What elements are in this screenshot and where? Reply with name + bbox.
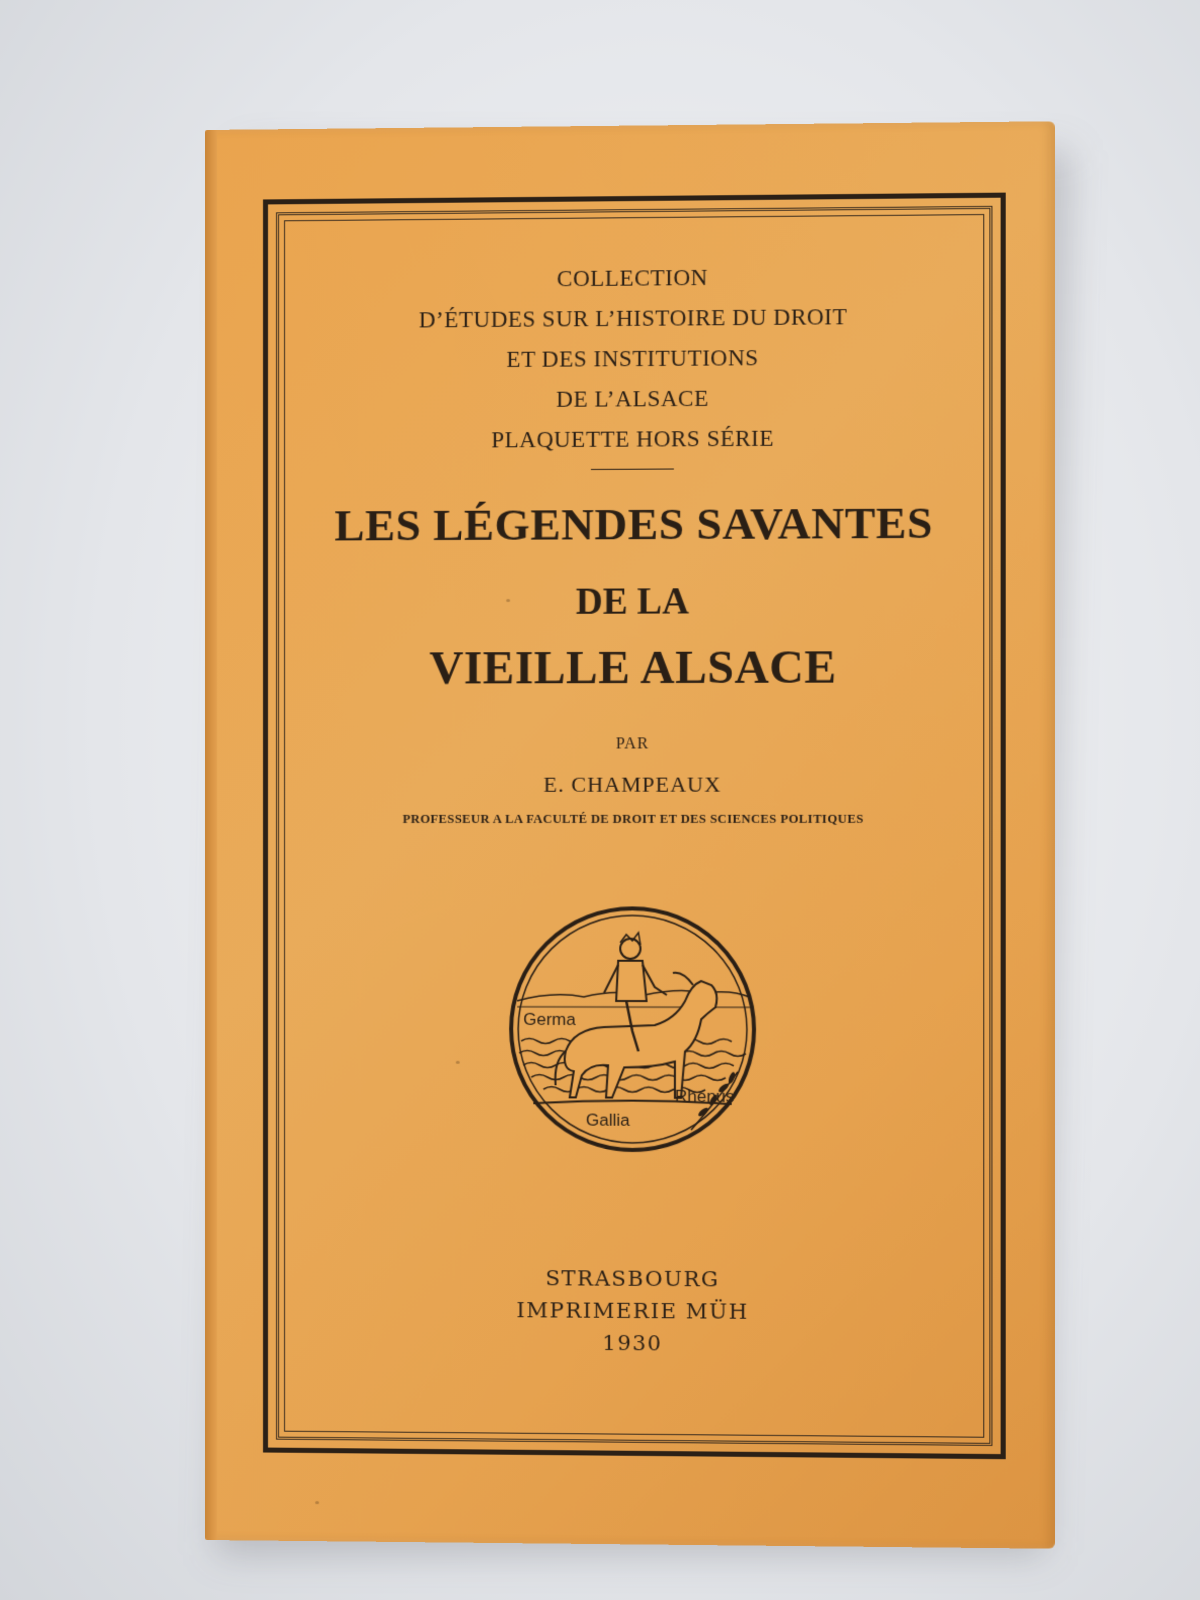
title-line-1: LES LÉGENDES SAVANTES — [334, 497, 934, 551]
collection-heading — [263, 255, 1006, 461]
imprint-year: 1930 — [602, 1330, 663, 1356]
imprint-city: STRASBOURG — [545, 1266, 720, 1292]
paper-speck — [315, 1501, 319, 1504]
paper-speck — [456, 1061, 460, 1064]
title-line-3: VIEILLE ALSACE — [429, 641, 837, 695]
seal-label-bottom: Gallia — [585, 1110, 630, 1130]
imprint-block — [263, 1260, 1006, 1362]
paper-speck — [506, 599, 510, 602]
collection-line: D’ÉTUDES SUR L’HISTOIRE DU DROIT — [418, 304, 848, 333]
collection-line: PLAQUETTE HORS SÉRIE — [491, 425, 775, 453]
collection-line: ET DES INSTITUTIONS — [506, 345, 759, 372]
book-spine — [205, 130, 217, 1540]
title-line-2: DE LA — [575, 581, 690, 623]
seal-label-right: Rhenus — [674, 1086, 735, 1107]
cover-content — [263, 193, 1006, 1460]
collection-line: COLLECTION — [556, 264, 709, 292]
by-label: PAR — [615, 735, 649, 753]
divider-rule — [591, 469, 674, 470]
book-cover — [205, 121, 1055, 1548]
author-affiliation: PROFESSEUR A LA FACULTÉ DE DROIT ET DES SCIENCES POLITIQUES — [402, 811, 864, 826]
imprint-printer: IMPRIMERIE MÜH — [516, 1298, 749, 1324]
seal-emblem — [503, 900, 762, 1158]
seal-label-left: Germa — [523, 1009, 576, 1030]
author-name: E. CHAMPEAUX — [543, 771, 722, 797]
collection-line: DE L’ALSACE — [556, 385, 709, 412]
